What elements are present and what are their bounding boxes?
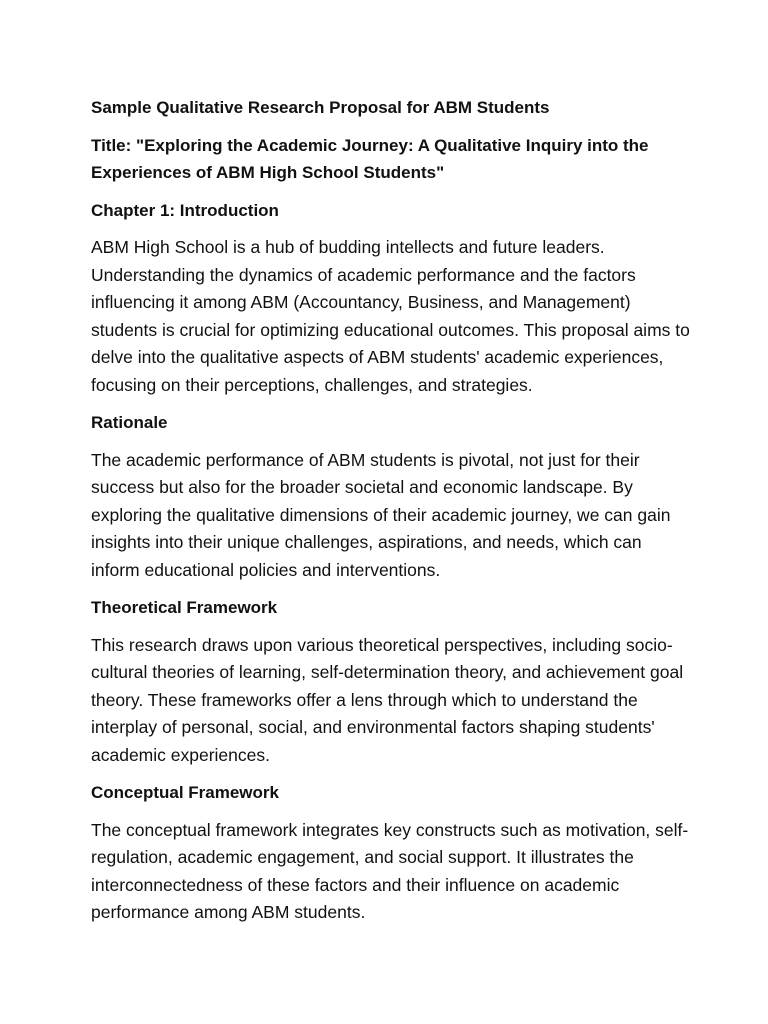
theoretical-framework-paragraph: This research draws upon various theoretical perspectives, including socio-cultural theories of learning, self-determination theory, and achievement goal theory. These frameworks offer a lens through which to understand the interplay of personal, social, and environmental factors shaping students' academic experiences. — [91, 634, 684, 765]
proposal-title: Title: "Exploring the Academic Journey: A Qualitative Inquiry into the Experiences of ABM High School Students" — [91, 135, 649, 182]
theoretical-framework-heading: Theoretical Framework — [91, 598, 278, 617]
rationale-paragraph: The academic performance of ABM students is pivotal, not just for their success but also for the broader societal and economic landscape. By exploring the qualitative dimensions of their academic journey, we can gain insights into their unique challenges, aspirations, and needs, which can inform educational policies and interventions. — [91, 449, 671, 580]
intro-paragraph: ABM High School is a hub of budding intellects and future leaders. Understanding the dynamics of academic performance and the factors influencing it among ABM (Accountancy, Business, and Management) students is crucial for optimizing educational outcomes. This proposal aims to delve into the qualitative aspects of ABM students' academic experiences, focusing on their perceptions, challenges, and strategies. — [91, 237, 690, 395]
document-heading: Sample Qualitative Research Proposal for ABM Students — [91, 98, 550, 117]
conceptual-framework-heading: Conceptual Framework — [91, 783, 279, 802]
conceptual-framework-paragraph: The conceptual framework integrates key constructs such as motivation, self-regulation, academic engagement, and social support. It illustrates the interconnectedness of these factors and their influence on academic performance among ABM students. — [91, 819, 689, 922]
rationale-heading: Rationale — [91, 413, 168, 432]
chapter-heading: Chapter 1: Introduction — [91, 200, 279, 220]
document-page — [91, 94, 691, 937]
